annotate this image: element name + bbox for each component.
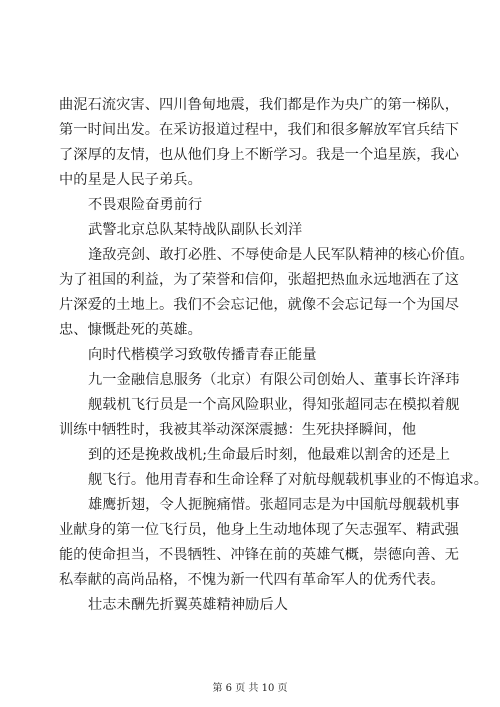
body-text-line: 能的使命担当，不畏牺牲、冲锋在前的英雄气概，崇德向善、无 [59, 547, 460, 563]
body-text-line: 中的星是人民子弟兵。 [59, 172, 202, 188]
speaker-title: 九一金融信息服务（北京）有限公司创始人、董事长许泽玮 [88, 372, 460, 388]
body-text-line: 舰载机飞行员是一个高风险职业，得知张超同志在模拟着舰 [88, 397, 460, 413]
body-text-line: 曲泥石流灾害、四川鲁甸地震，我们都是作为央广的第一梯队， [59, 97, 460, 113]
body-text-line: 到的还是挽救战机;生命最后时刻，他最难以割舍的还是上 [88, 447, 451, 463]
section-heading: 不畏艰险奋勇前行 [88, 197, 203, 213]
body-text-line: 片深爱的土地上。我们不会忘记他，就像不会忘记每一个为国尽 [59, 297, 460, 313]
body-text-line: 训练中牺牲时，我被其举动深深震撼：生死抉择瞬间，他 [59, 422, 417, 438]
page-footer: 第 6 页 共 10 页 [212, 683, 288, 694]
body-text-line: 舰飞行。他用青春和生命诠释了对航母舰载机事业的不悔追求。 [88, 472, 489, 488]
section-heading: 壮志未酬先折翼英雄精神励后人 [88, 597, 289, 613]
body-text-line: 逢敌亮剑、敢打必胜、不辱使命是人民军队精神的核心价值。 [88, 247, 474, 263]
body-text-line: 私奉献的高尚品格，不愧为新一代四有革命军人的优秀代表。 [59, 572, 445, 588]
section-heading: 向时代楷模学习致敬传播青春正能量 [88, 347, 317, 363]
body-text-line: 为了祖国的利益，为了荣誉和信仰，张超把热血永远地洒在了这 [59, 272, 460, 288]
body-text-line: 忠、慷慨赴死的英雄。 [59, 322, 202, 338]
body-text-line: 第一时间出发。在采访报道过程中，我们和很多解放军官兵结下 [59, 122, 460, 138]
body-text-line: 了深厚的友情，也从他们身上不断学习。我是一个追星族，我心 [59, 147, 460, 163]
body-text-line: 业献身的第一位飞行员，他身上生动地体现了矢志强军、精武强 [59, 522, 460, 538]
speaker-title: 武警北京总队某特战队副队长刘洋 [88, 222, 303, 238]
body-text-line: 雄鹰折翅，令人扼腕痛惜。张超同志是为中国航母舰载机事 [88, 497, 460, 513]
